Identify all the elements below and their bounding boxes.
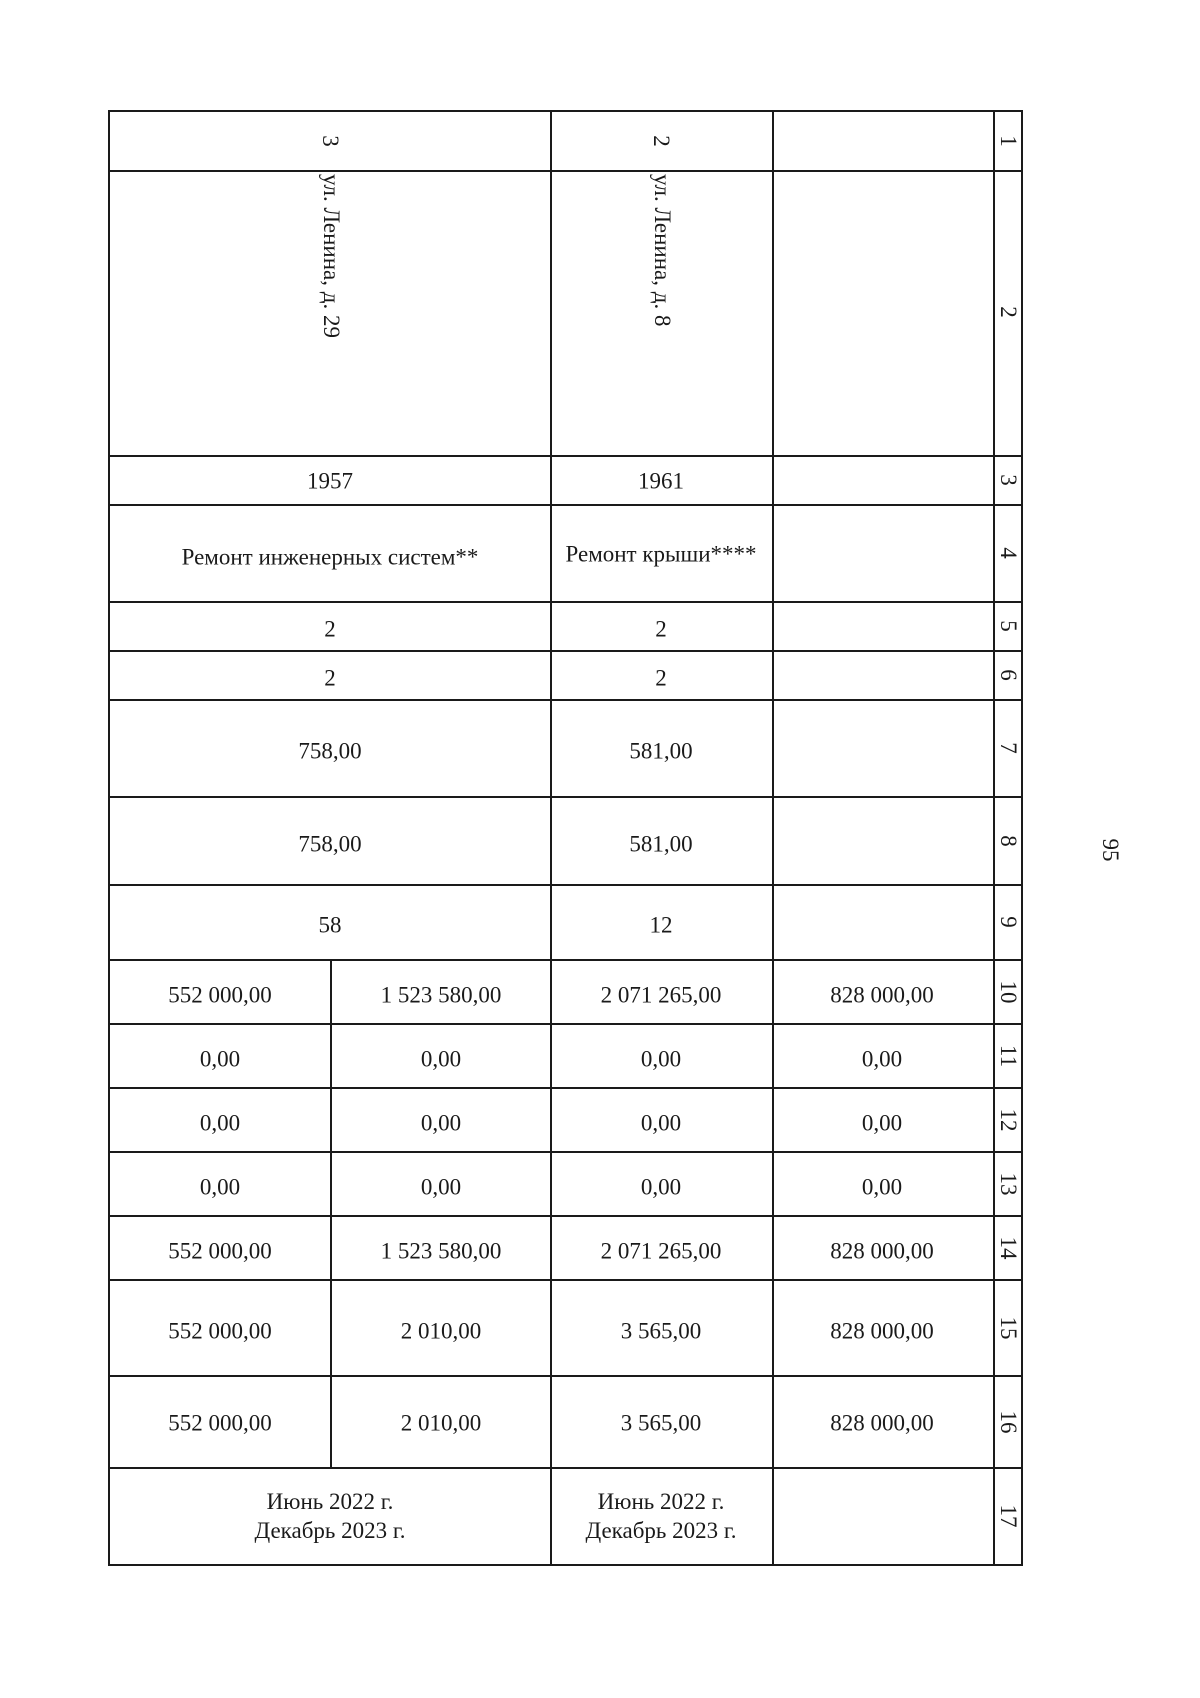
col16-cell: 828 000,00 (830, 1410, 934, 1436)
col11-cell: 0,00 (199, 1046, 241, 1072)
period-cell: Июнь 2022 г. Декабрь 2023 г. (254, 1489, 406, 1543)
table-col-divider (772, 111, 774, 1566)
table-row-divider (108, 796, 1023, 798)
column-number: 17 (996, 1504, 1021, 1528)
work-type-cell: Ремонт крыши**** (565, 541, 757, 567)
col15-cell: 552 000,00 (168, 1318, 272, 1344)
table-border-bottom (108, 1564, 1023, 1566)
col11-cell: 0,00 (861, 1046, 903, 1072)
col15-cell: 2 010,00 (400, 1318, 482, 1344)
address-cell: ул. Ленина, д. 29 (319, 174, 344, 338)
table-row-divider (108, 455, 1023, 457)
period-cell: Июнь 2022 г. Декабрь 2023 г. (585, 1489, 737, 1543)
table-col-divider (550, 111, 552, 1566)
column-number: 8 (996, 835, 1021, 847)
table-row-divider (108, 699, 1023, 701)
column-number: 2 (996, 306, 1021, 318)
table-row-divider (108, 601, 1023, 603)
col16-cell: 552 000,00 (168, 1410, 272, 1436)
col15-cell: 3 565,00 (620, 1318, 702, 1344)
col12-cell: 0,00 (861, 1110, 903, 1136)
column-number: 1 (996, 135, 1021, 147)
table-border-top (108, 110, 1023, 112)
col9-cell: 58 (318, 912, 342, 938)
col6-cell: 2 (324, 665, 336, 691)
year-cell: 1957 (307, 468, 353, 494)
col10-cell: 2 071 265,00 (600, 982, 722, 1008)
col7-cell: 758,00 (298, 738, 362, 764)
col14-cell: 2 071 265,00 (600, 1238, 722, 1264)
table-row-divider (108, 1215, 1023, 1217)
table-border-left (108, 111, 110, 1566)
table-row-divider (108, 1375, 1023, 1377)
col10-cell: 1 523 580,00 (380, 982, 502, 1008)
table-row-divider (108, 1087, 1023, 1089)
table-split-divider (330, 960, 332, 1468)
page-number: 95 (1098, 838, 1123, 862)
col7-cell: 581,00 (629, 738, 693, 764)
col9-cell: 12 (649, 912, 673, 938)
col11-cell: 0,00 (640, 1046, 682, 1072)
col5-cell: 2 (655, 616, 667, 642)
col13-cell: 0,00 (640, 1174, 682, 1200)
column-number: 3 (996, 474, 1021, 486)
col8-cell: 758,00 (298, 831, 362, 857)
table-row-divider (108, 1023, 1023, 1025)
col10-cell: 552 000,00 (168, 982, 272, 1008)
column-number: 9 (996, 916, 1021, 928)
work-type-cell: Ремонт инженерных систем** (181, 544, 479, 570)
table-row-divider (108, 1279, 1023, 1281)
col11-cell: 0,00 (420, 1046, 462, 1072)
table-row-divider (108, 170, 1023, 172)
col14-cell: 1 523 580,00 (380, 1238, 502, 1264)
row-number: 3 (318, 135, 343, 147)
year-cell: 1961 (638, 468, 684, 494)
col15-cell: 828 000,00 (830, 1318, 934, 1344)
col16-cell: 2 010,00 (400, 1410, 482, 1436)
table-row-divider (108, 504, 1023, 506)
col16-cell: 3 565,00 (620, 1410, 702, 1436)
row-number: 2 (649, 135, 674, 147)
col12-cell: 0,00 (420, 1110, 462, 1136)
column-number: 13 (996, 1172, 1021, 1196)
column-number: 11 (996, 1044, 1021, 1068)
column-number: 12 (996, 1108, 1021, 1132)
col8-cell: 581,00 (629, 831, 693, 857)
col12-cell: 0,00 (640, 1110, 682, 1136)
table-row-divider (108, 650, 1023, 652)
col12-cell: 0,00 (199, 1110, 241, 1136)
column-number: 4 (996, 547, 1021, 559)
col13-cell: 0,00 (420, 1174, 462, 1200)
column-number: 15 (996, 1316, 1021, 1340)
col13-cell: 0,00 (199, 1174, 241, 1200)
col13-cell: 0,00 (861, 1174, 903, 1200)
col14-cell: 552 000,00 (168, 1238, 272, 1264)
col10-cell: 828 000,00 (830, 982, 934, 1008)
table-border-right (1021, 111, 1023, 1566)
column-number: 10 (996, 980, 1021, 1004)
column-number: 5 (996, 620, 1021, 632)
table-row-divider (108, 959, 1023, 961)
col5-cell: 2 (324, 616, 336, 642)
table-row-divider (108, 1151, 1023, 1153)
column-number: 16 (996, 1410, 1021, 1434)
col6-cell: 2 (655, 665, 667, 691)
address-cell: ул. Ленина, д. 8 (650, 174, 675, 327)
column-number: 7 (996, 742, 1021, 754)
column-number: 6 (996, 669, 1021, 681)
col14-cell: 828 000,00 (830, 1238, 934, 1264)
table-row-divider (108, 884, 1023, 886)
table-row-divider (108, 1467, 1023, 1469)
column-number: 14 (996, 1236, 1021, 1260)
